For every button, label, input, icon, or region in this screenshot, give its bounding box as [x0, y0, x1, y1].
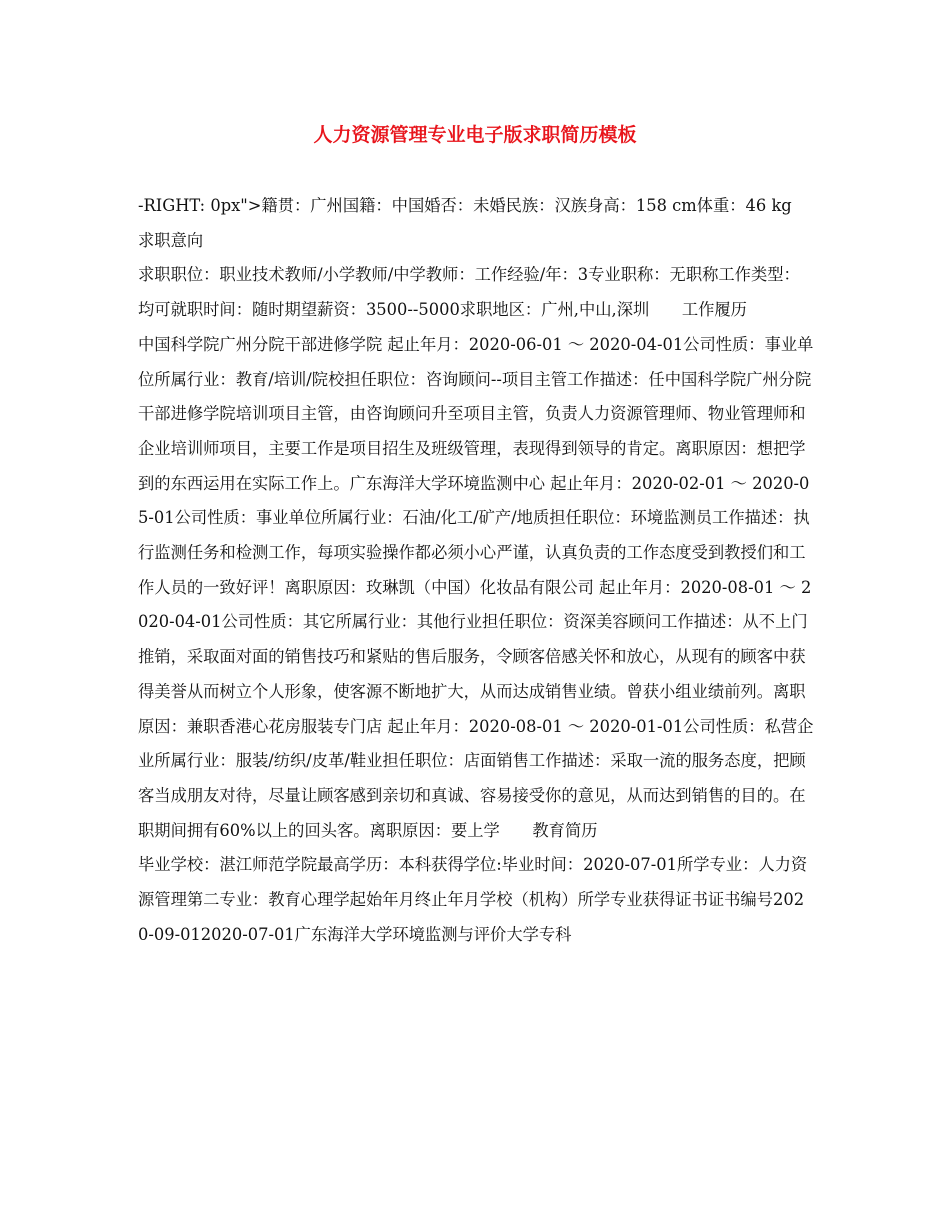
- document-title: 人力资源管理专业电子版求职简历模板: [313, 124, 637, 146]
- document-body-text: -RIGHT: 0px">籍贯：广州国籍：中国婚否：未婚民族：汉族身高：158 cm体重：46 kg 求职意向 求职职位：职业技术教师/小学教师/中学教师：工作经验/年：3专业职称：无职称工作类型：均可就职时间：随时期望薪资：3500--5000求职地区：广州,中山,深圳 工作履历 中国科学院广州分院干部进修学院 起止年月：2020-06-01 ～ 2020-04-01公司性质：事业单位所属行业：教育/培训/院校担任职位：咨询顾问--项目主管工作描述：任中国科学院广州分院干部进修学院培训项目主管，由咨询顾问升至项目主管，负责人力资源管理师、物业管理师和企业培训师项目，主要工作是项目招生及班级管理，表现得到领导的肯定。离职原因：想把学到的东西运用在实际工作上。广东海洋大学环境监测中心 起止年月：2020-02-01 ～ 2020-05-01公司性质：事业单位所属行业：石油/化工/矿产/地质担任职位：环境监测员工作描述：执行监测任务和检测工作，每项实验操作都必须小心严谨，认真负责的工作态度受到教授们和工作人员的一致好评！离职原因：玫琳凯（中国）化妆品有限公司 起止年月：2020-08-01 ～ 2020-04-01公司性质：其它所属行业：其他行业担任职位：资深美容顾问工作描述：从不上门推销，采取面对面的销售技巧和紧贴的售后服务，令顾客倍感关怀和放心，从现有的顾客中获得美誉从而树立个人形象，使客源不断地扩大，从而达成销售业绩。曾获小组业绩前列。离职原因：兼职香港心花房服装专门店 起止年月：2020-08-01 ～ 2020-01-01公司性质：私营企业所属行业：服装/纺织/皮革/鞋业担任职位：店面销售工作描述：采取一流的服务态度，把顾客当成朋友对待，尽量让顾客感到亲切和真诚、容易接受你的意见，从而达到销售的目的。在职期间拥有60%以上的回头客。离职原因：要上学 教育简历 毕业学校：湛江师范学院最高学历：本科获得学位:毕业时间：2020-07-01所学专业：人力资源管理第二专业：教育心理学起始年月终止年月学校（机构）所学专业获得证书证书编号2020-09-012020-07-01广东海洋大学环境监测与评价大学专科: [138, 196, 814, 944]
